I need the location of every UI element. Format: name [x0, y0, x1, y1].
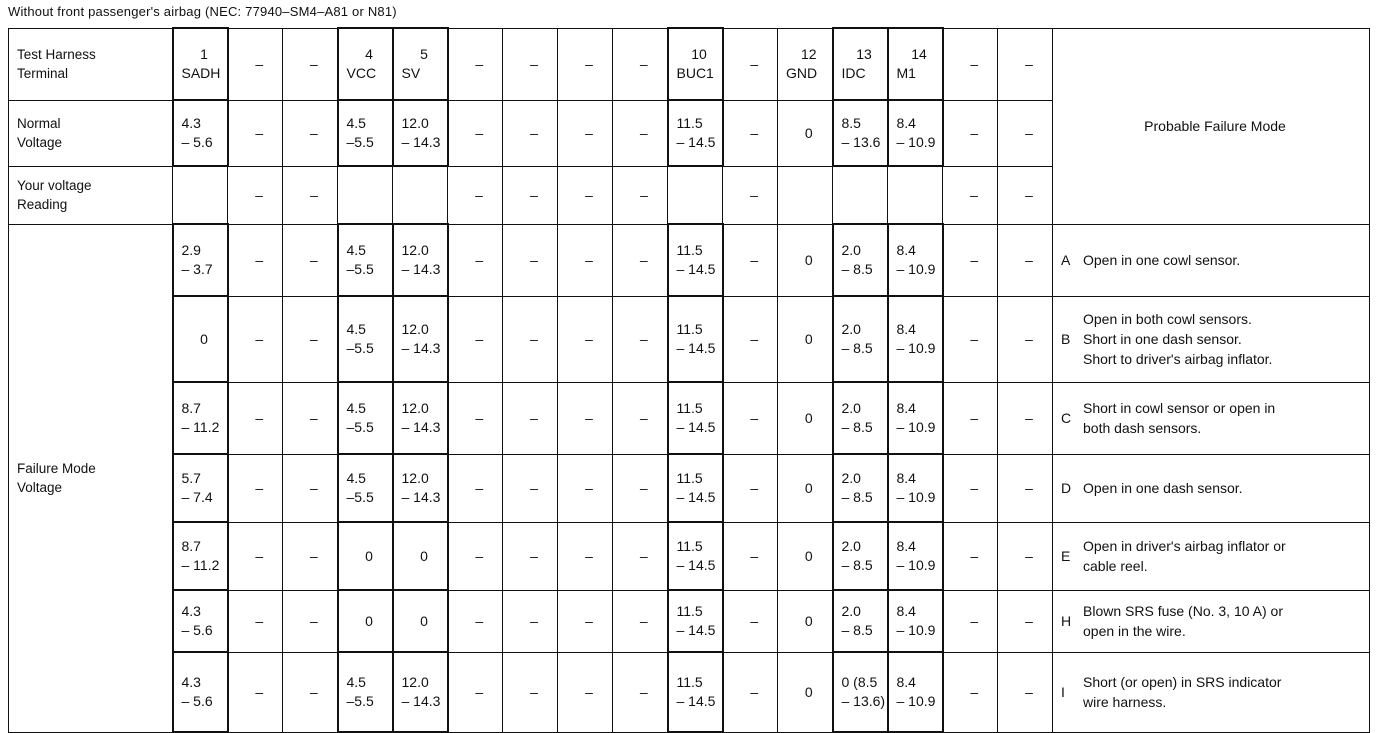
value-cell: –: [613, 652, 668, 732]
terminal-header: –: [943, 28, 998, 100]
value-cell: –: [448, 652, 503, 732]
value-cell: –: [558, 100, 613, 166]
terminal-header: –: [228, 28, 283, 100]
value-cell: –: [943, 224, 998, 296]
value-cell: –: [723, 590, 778, 652]
reading-entry-cell: [173, 166, 228, 224]
terminal-name: SV: [401, 65, 421, 81]
terminal-header: [778, 28, 833, 100]
value-cell: –: [723, 296, 778, 382]
terminal-label: Test Harness Terminal: [9, 28, 173, 100]
value-cell: 0: [778, 590, 833, 652]
value-cell: 11.5 – 14.5: [668, 224, 723, 296]
value-cell: –: [723, 100, 778, 166]
value-cell: –: [558, 454, 613, 522]
value-cell: 0: [778, 100, 833, 166]
failure-mode-label: Failure Mode Voltage: [9, 224, 173, 732]
reading-entry-cell: [393, 166, 448, 224]
value-cell: 2.9 – 3.7: [173, 224, 228, 296]
value-cell: –: [503, 652, 558, 732]
value-cell: 12.0 – 14.3: [393, 224, 448, 296]
mode-text: Open in one dash sensor.: [1083, 480, 1243, 496]
terminal-header: [833, 28, 888, 100]
mode-text: Open in both cowl sensors. Short in one dash sensor. Short to driver's airbag inflator.: [1083, 311, 1273, 367]
value-cell: –: [998, 296, 1053, 382]
value-cell: 2.0 – 8.5: [833, 382, 888, 454]
terminal-name: BUC1: [676, 65, 714, 81]
probable-failure-header: Probable Failure Mode: [1053, 28, 1370, 224]
normal-voltage-label: Normal Voltage: [9, 100, 173, 166]
terminal-header: [668, 28, 723, 100]
value-cell: –: [448, 454, 503, 522]
value-cell: –: [723, 382, 778, 454]
value-cell: –: [503, 166, 558, 224]
value-cell: –: [943, 166, 998, 224]
mode-text: Short (or open) in SRS indicator wire harness.: [1083, 674, 1282, 710]
terminal-header: –: [558, 28, 613, 100]
value-cell: –: [943, 590, 998, 652]
value-cell: 8.4 – 10.9: [888, 296, 943, 382]
value-cell: –: [228, 100, 283, 166]
value-cell: 0: [173, 296, 228, 382]
mode-text: Short in cowl sensor or open in both dash sensors.: [1083, 400, 1276, 436]
value-cell: –: [283, 224, 338, 296]
failure-mode-row: [9, 522, 1370, 590]
value-cell: 8.4 – 10.9: [888, 652, 943, 732]
value-cell: –: [228, 454, 283, 522]
mode-letter: B: [1061, 330, 1071, 347]
mode-letter: D: [1061, 479, 1072, 496]
terminal-number: 5: [420, 46, 428, 62]
value-cell: 4.5 –5.5: [338, 382, 393, 454]
value-cell: –: [998, 166, 1053, 224]
value-cell: 8.7 – 11.2: [173, 522, 228, 590]
value-cell: 12.0 – 14.3: [393, 296, 448, 382]
reading-entry-cell: [888, 166, 943, 224]
value-cell: –: [613, 166, 668, 224]
value-cell: 8.7 – 11.2: [173, 382, 228, 454]
value-cell: 0: [393, 590, 448, 652]
value-cell: –: [283, 454, 338, 522]
value-cell: 2.0 – 8.5: [833, 454, 888, 522]
value-cell: –: [613, 224, 668, 296]
value-cell: –: [723, 522, 778, 590]
value-cell: –: [228, 224, 283, 296]
value-cell: 12.0 – 14.3: [393, 454, 448, 522]
value-cell: –: [448, 522, 503, 590]
value-cell: 0 (8.5 – 13.6): [833, 652, 888, 732]
value-cell: 4.3 – 5.6: [173, 100, 228, 166]
value-cell: –: [228, 652, 283, 732]
value-cell: –: [943, 382, 998, 454]
value-cell: 0: [778, 652, 833, 732]
value-cell: 8.5 – 13.6: [833, 100, 888, 166]
value-cell: 11.5 – 14.5: [668, 454, 723, 522]
value-cell: –: [943, 296, 998, 382]
reading-entry-cell: [833, 166, 888, 224]
value-cell: 11.5 – 14.5: [668, 100, 723, 166]
value-cell: –: [998, 382, 1053, 454]
value-cell: 0: [778, 382, 833, 454]
failure-mode-row: [9, 382, 1370, 454]
failure-mode-row: [9, 296, 1370, 382]
value-cell: 12.0 – 14.3: [393, 382, 448, 454]
failure-mode-description: [1053, 224, 1370, 296]
value-cell: 8.4 – 10.9: [888, 454, 943, 522]
value-cell: –: [558, 296, 613, 382]
value-cell: –: [998, 652, 1053, 732]
terminal-header: [888, 28, 943, 100]
value-cell: –: [613, 454, 668, 522]
failure-mode-description: [1053, 382, 1370, 454]
terminal-header: –: [613, 28, 668, 100]
mode-text: Blown SRS fuse (No. 3, 10 A) or open in the wire.: [1083, 603, 1283, 639]
value-cell: 4.5 –5.5: [338, 100, 393, 166]
value-cell: 4.3 – 5.6: [173, 590, 228, 652]
value-cell: 0: [778, 296, 833, 382]
value-cell: –: [228, 296, 283, 382]
terminal-name: M1: [896, 65, 916, 81]
terminal-name: IDC: [841, 65, 866, 81]
value-cell: 4.5 –5.5: [338, 224, 393, 296]
value-cell: 11.5 – 14.5: [668, 382, 723, 454]
value-cell: –: [448, 382, 503, 454]
reading-entry-cell: [338, 166, 393, 224]
value-cell: 12.0 – 14.3: [393, 100, 448, 166]
failure-mode-row: [9, 224, 1370, 296]
value-cell: –: [723, 224, 778, 296]
mode-letter: I: [1061, 683, 1065, 700]
value-cell: –: [558, 652, 613, 732]
table-header-row: [9, 28, 1370, 100]
value-cell: –: [943, 454, 998, 522]
value-cell: –: [613, 590, 668, 652]
terminal-number: 1: [200, 46, 208, 62]
value-cell: –: [503, 454, 558, 522]
value-cell: –: [283, 590, 338, 652]
value-cell: 11.5 – 14.5: [668, 296, 723, 382]
value-cell: –: [943, 522, 998, 590]
value-cell: –: [613, 522, 668, 590]
failure-mode-row: [9, 454, 1370, 522]
value-cell: –: [998, 590, 1053, 652]
value-cell: –: [503, 296, 558, 382]
value-cell: –: [283, 652, 338, 732]
table-caption: Without front passenger's airbag (NEC: 77940–SM4–A81 or N81): [8, 4, 397, 19]
value-cell: 4.3 – 5.6: [173, 652, 228, 732]
your-reading-label: Your voltage Reading: [9, 166, 173, 224]
value-cell: –: [283, 166, 338, 224]
value-cell: 8.4 – 10.9: [888, 224, 943, 296]
terminal-number: 13: [856, 46, 872, 62]
value-cell: 5.7 – 7.4: [173, 454, 228, 522]
value-cell: 11.5 – 14.5: [668, 590, 723, 652]
mode-letter: C: [1061, 409, 1072, 426]
value-cell: –: [448, 590, 503, 652]
terminal-name: GND: [786, 65, 818, 81]
value-cell: 8.4 – 10.9: [888, 590, 943, 652]
terminal-name: SADH: [181, 65, 221, 81]
value-cell: –: [613, 382, 668, 454]
value-cell: 0: [338, 590, 393, 652]
terminal-header: –: [723, 28, 778, 100]
failure-mode-row: [9, 652, 1370, 732]
value-cell: –: [943, 100, 998, 166]
value-cell: –: [723, 166, 778, 224]
value-cell: –: [998, 454, 1053, 522]
value-cell: 11.5 – 14.5: [668, 522, 723, 590]
mode-text: Open in driver's airbag inflator or cable reel.: [1083, 538, 1286, 574]
value-cell: –: [613, 100, 668, 166]
value-cell: –: [503, 382, 558, 454]
terminal-number: 10: [691, 46, 707, 62]
failure-mode-description: [1053, 522, 1370, 590]
value-cell: 0: [778, 224, 833, 296]
value-cell: –: [558, 522, 613, 590]
value-cell: 0: [393, 522, 448, 590]
value-cell: 2.0 – 8.5: [833, 224, 888, 296]
terminal-header: –: [998, 28, 1053, 100]
value-cell: –: [723, 454, 778, 522]
value-cell: 2.0 – 8.5: [833, 590, 888, 652]
value-cell: 4.5 –5.5: [338, 652, 393, 732]
value-cell: 2.0 – 8.5: [833, 296, 888, 382]
terminal-header: –: [448, 28, 503, 100]
value-cell: 0: [778, 454, 833, 522]
terminal-number: 4: [365, 46, 373, 62]
value-cell: 8.4 – 10.9: [888, 522, 943, 590]
mode-letter: A: [1061, 251, 1071, 268]
value-cell: –: [228, 522, 283, 590]
value-cell: –: [228, 382, 283, 454]
value-cell: –: [503, 100, 558, 166]
value-cell: –: [723, 652, 778, 732]
failure-mode-description: [1053, 590, 1370, 652]
terminal-header: [393, 28, 448, 100]
mode-letter: E: [1061, 547, 1071, 564]
value-cell: 2.0 – 8.5: [833, 522, 888, 590]
value-cell: –: [448, 224, 503, 296]
value-cell: –: [998, 224, 1053, 296]
value-cell: 0: [338, 522, 393, 590]
value-cell: –: [228, 166, 283, 224]
value-cell: –: [613, 296, 668, 382]
terminal-header: –: [503, 28, 558, 100]
value-cell: –: [558, 382, 613, 454]
value-cell: 4.5 –5.5: [338, 454, 393, 522]
terminal-header: [173, 28, 228, 100]
value-cell: –: [503, 224, 558, 296]
failure-mode-description: [1053, 652, 1370, 732]
value-cell: 8.4 – 10.9: [888, 100, 943, 166]
value-cell: –: [558, 166, 613, 224]
failure-mode-row: [9, 590, 1370, 652]
terminal-header: [338, 28, 393, 100]
reading-entry-cell: [668, 166, 723, 224]
value-cell: –: [998, 522, 1053, 590]
srs-voltage-table: [8, 27, 1370, 733]
value-cell: –: [448, 100, 503, 166]
failure-mode-description: [1053, 296, 1370, 382]
value-cell: –: [943, 652, 998, 732]
value-cell: –: [283, 296, 338, 382]
value-cell: –: [998, 100, 1053, 166]
value-cell: 8.4 – 10.9: [888, 382, 943, 454]
value-cell: 12.0 – 14.3: [393, 652, 448, 732]
value-cell: –: [228, 590, 283, 652]
value-cell: –: [448, 296, 503, 382]
reading-entry-cell: [778, 166, 833, 224]
terminal-name: VCC: [346, 65, 377, 81]
terminal-number: 14: [911, 46, 927, 62]
value-cell: –: [448, 166, 503, 224]
value-cell: –: [558, 590, 613, 652]
value-cell: –: [503, 590, 558, 652]
value-cell: 4.5 –5.5: [338, 296, 393, 382]
terminal-header: –: [283, 28, 338, 100]
failure-mode-description: [1053, 454, 1370, 522]
value-cell: –: [283, 522, 338, 590]
value-cell: –: [558, 224, 613, 296]
value-cell: 11.5 – 14.5: [668, 652, 723, 732]
value-cell: –: [283, 100, 338, 166]
value-cell: –: [503, 522, 558, 590]
value-cell: 0: [778, 522, 833, 590]
mode-text: Open in one cowl sensor.: [1083, 252, 1241, 268]
mode-letter: H: [1061, 612, 1072, 629]
value-cell: –: [283, 382, 338, 454]
terminal-number: 12: [800, 46, 817, 62]
